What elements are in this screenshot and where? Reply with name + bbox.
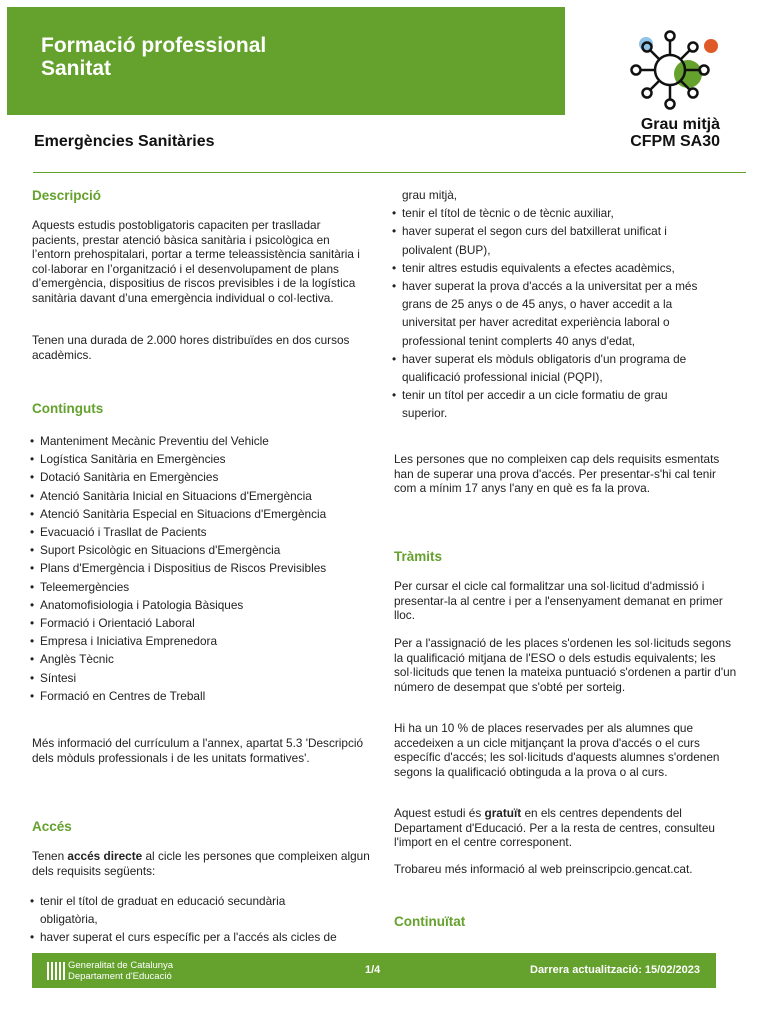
list-item: • Teleemergències — [30, 578, 326, 596]
gratuit-bold: gratuït — [484, 806, 522, 820]
list-item: • Manteniment Mecànic Preventiu del Vehicle — [30, 432, 326, 450]
list-item: • tenir un títol per accedir a un cicle formatiu de grau — [392, 386, 732, 404]
grade-info — [630, 116, 720, 150]
page-title — [41, 34, 266, 80]
list-item: • haver superat la prova d'accés a la universitat per a més — [392, 277, 732, 295]
list-item: • Síntesi — [30, 669, 326, 687]
list-item-continuation: grans de 25 anys o de 45 anys, o haver accedit a la — [402, 297, 673, 312]
tramits-p4-pre: Aquest estudi és — [394, 806, 485, 820]
molecule-logo-icon — [628, 28, 720, 112]
heading-tramits: Tràmits — [394, 549, 443, 564]
tramits-p4-post: en els centres dependents del Departament d'Educació. Per a la resta de centres, consulteu l'import en el centre corresponent. — [394, 806, 715, 849]
gencat-logo-icon — [47, 962, 67, 980]
acces-intro — [32, 849, 372, 878]
page-number: 1/4 — [365, 964, 381, 976]
header-divider — [33, 172, 746, 173]
grade-level: Grau mitjà — [640, 116, 720, 133]
list-item: • Atenció Sanitària Inicial en Situacions d'Emergència — [30, 487, 326, 505]
descripcio-paragraph-2: Tenen una durada de 2.000 hores distribuïdes en dos cursos acadèmics. — [32, 333, 350, 362]
list-item: • Suport Psicològic en Situacions d'Emergència — [30, 541, 326, 559]
header-banner — [7, 7, 565, 115]
heading-continguts: Continguts — [32, 401, 104, 416]
footer-organization — [68, 961, 173, 982]
tramits-paragraph-2: Per a l'assignació de les places s'ordenen les sol·licituds segons la qualificació mitjana de l'ESO o dels estudis equivalents; les sol·licituds que tenen la mateixa puntuació s'ordenen a partir d'un número de desempat que s'obté per sorteig. — [394, 636, 737, 694]
list-item-continuation: superior. — [402, 406, 448, 421]
list-item: • Anglès Tècnic — [30, 650, 326, 668]
descripcio-paragraph-1: Aquests estudis postobligatoris capaciten per traslladar pacients, prestar atenció bàsica sanitària i psicològica en l’entorn prehospitalari, portar a terme teleassistència sanitària i col·laborar en l’organització i el desenvolupament de plans d’emergència, dispositius de riscos previsibles i de la logística sanitària davant d’una emergència individual o col·lectiva. — [32, 218, 360, 305]
list-item-continuation: qualificació professional inicial (PQPI), — [402, 370, 603, 385]
page-footer — [32, 953, 716, 988]
tramits-paragraph-3: Hi ha un 10 % de places reservades per als alumnes que accedeixen a un cicle mitjançant la prova d'accés o el curs específic d'accés; les sol·licituds d'aquests alumnes s'ordenen segons la qualificació obtinguda a la prova o al curs. — [394, 721, 720, 779]
course-code: CFPM SA30 — [630, 133, 720, 150]
list-item: • Dotació Sanitària en Emergències — [30, 468, 326, 486]
list-item-continuation: grau mitjà, — [402, 188, 458, 202]
list-item: • Anatomofisiologia i Patologia Bàsiques — [30, 596, 326, 614]
title-line-2: Sanitat — [41, 57, 112, 80]
acces-directe-bold: accés directe — [67, 849, 143, 863]
org-line-2: Departament d'Educació — [68, 970, 172, 982]
last-updated: Darrera actualització: 15/02/2023 — [530, 964, 700, 976]
list-item: • Atenció Sanitària Especial en Situacions d'Emergència — [30, 505, 326, 523]
logo-orange-dot — [704, 39, 718, 53]
curriculum-more-info: Més informació del currículum a l'annex, apartat 5.3 'Descripció dels mòduls professionals i de les unitats formatives'. — [32, 736, 364, 765]
heading-continuitat: Continuïtat — [394, 914, 466, 929]
tramits-paragraph-5: Trobareu més informació al web preinscripcio.gencat.cat. — [394, 862, 693, 876]
list-item: • Logística Sanitària en Emergències — [30, 450, 326, 468]
list-item: • haver superat el curs específic per a l'accés als cicles de — [30, 928, 375, 946]
acces-requirements-left — [30, 892, 375, 947]
org-line-1: Generalitat de Catalunya — [68, 960, 174, 971]
list-item-continuation: obligatòria, — [40, 912, 98, 927]
title-line-1: Formació professional — [41, 34, 267, 57]
list-item: • haver superat el segon curs del batxillerat unificat i — [392, 222, 732, 240]
list-item: • tenir altres estudis equivalents a efectes acadèmics, — [392, 259, 732, 277]
list-item: • Empresa i Iniciativa Emprenedora — [30, 632, 326, 650]
list-item: • Formació en Centres de Treball — [30, 687, 326, 705]
list-item: • haver superat els mòduls obligatoris d'un programa de — [392, 350, 732, 368]
list-item: • tenir el títol de tècnic o de tècnic auxiliar, — [392, 204, 732, 222]
course-subtitle: Emergències Sanitàries — [34, 133, 215, 150]
list-item: • tenir el títol de graduat en educació secundària — [30, 892, 375, 910]
list-item: • Evacuació i Trasllat de Pacients — [30, 523, 326, 541]
list-item-continuation: universitat per haver acreditat experiència laboral o — [402, 315, 670, 330]
tramits-paragraph-4 — [394, 806, 739, 850]
acces-intro-post: al cicle les persones que compleixen algun dels requisits següents: — [32, 849, 370, 878]
continguts-list — [30, 432, 326, 705]
list-item: • Plans d'Emergència i Dispositius de Riscos Previsibles — [30, 559, 326, 577]
tramits-paragraph-1: Per cursar el cicle cal formalitzar una sol·licitud d'admissió i presentar-la al centre i per a l'ensenyament demanat en primer lloc. — [394, 579, 723, 622]
heading-descripcio: Descripció — [32, 188, 102, 203]
list-item-continuation: professional tenint complerts 40 anys d'edat, — [402, 333, 636, 348]
list-item: • Formació i Orientació Laboral — [30, 614, 326, 632]
acces-other-persons: Les persones que no compleixen cap dels requisits esmentats han de superar una prova d'accés. Per presentar-s'hi cal tenir com a mínim 17 anys l'any en què es fa la prova. — [394, 452, 720, 495]
acces-intro-pre: Tenen — [32, 849, 68, 863]
acces-requirements-right — [392, 186, 732, 423]
heading-acces: Accés — [32, 819, 72, 834]
list-item-continuation: polivalent (BUP), — [402, 242, 491, 257]
